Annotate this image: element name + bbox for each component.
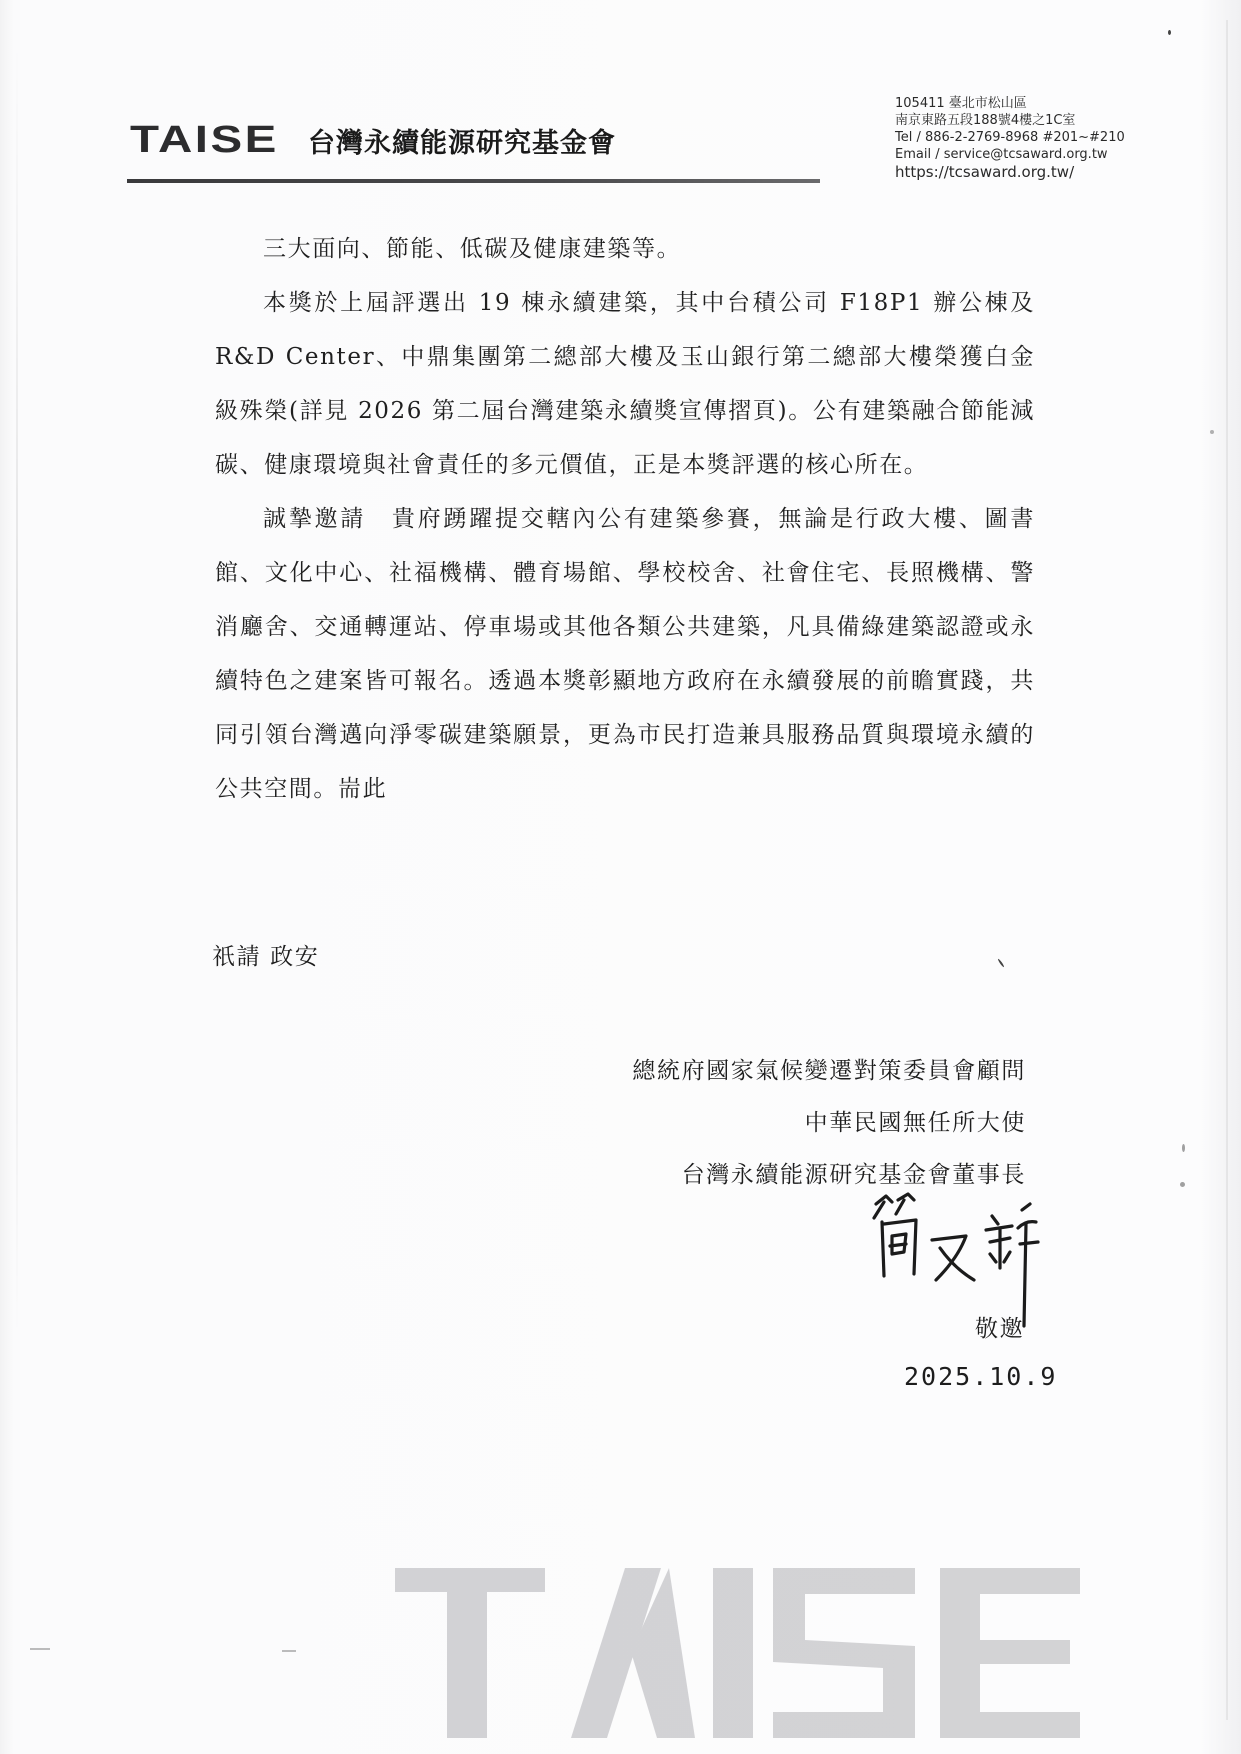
signatory-title: 總統府國家氣候變遷對策委員會顧問 [632,1058,1026,1084]
website-url: https://tcsaward.org.tw/ [895,163,1075,181]
scan-speck [1210,430,1214,434]
letter-date: 2025.10.9 [904,1362,1058,1391]
respect-closing: 敬邀 [975,1316,1025,1342]
signatory-titles [632,1045,1026,1201]
header-divider [127,179,820,183]
address-line: 南京東路五段188號4樓之1C室 [895,113,1076,128]
handwritten-signature [870,1188,1050,1328]
phone-number: Tel / 886-2-2769-8968 #201~#210 [895,130,1125,145]
scan-speck [30,1648,50,1650]
address-line: 105411 臺北市松山區 [895,96,1027,111]
org-name: 台灣永續能源研究基金會 [308,127,616,159]
body-paragraph: 誠摯邀請 貴府踴躍提交轄內公有建築參賽，無論是行政大樓、圖書館、文化中心、社福機構、體育場館、學校校舍、社會住宅、長照機構、警消廳舍、交通轉運站、停車場或其他各類公共建築，凡具備綠建築認證或永續特色之建案皆可報名。透過本獎彰顯地方政府在永續發展的前瞻實踐，共同引領台灣邁向淨零碳建築願景，更為市民打造兼具服務品質與環境永續的公共空間。耑此 [215,506,1035,802]
body-paragraph: 本獎於上屆評選出 19 棟永續建築，其中台積公司 F18P1 辦公棟及 R&D Center、中鼎集團第二總部大樓及玉山銀行第二總部大樓榮獲白金級殊榮(詳見 2026 第二屆台灣建築永續獎宣傳摺頁)。公有建築融合節能減碳、健康環境與社會責任的多元價值，正是本獎評選的核心所在。 [215,290,1035,478]
signatory-title: 中華民國無任所大使 [804,1110,1026,1136]
scan-speck [997,958,1004,967]
contact-block [895,95,1195,181]
letter-body [215,222,1035,816]
scan-speck [1182,1144,1185,1152]
taise-watermark [395,1560,1185,1740]
body-paragraph: 三大面向、節能、低碳及健康建築等。 [263,236,682,262]
scan-speck [282,1650,296,1652]
scan-edge [1226,20,1228,1720]
scan-speck [1180,1182,1185,1187]
closing-salutation: 祇請 政安 [212,944,320,970]
signatory-title: 台灣永續能源研究基金會董事長 [681,1162,1026,1188]
scan-speck [1168,30,1171,35]
email-address: Email / service@tcsaward.org.tw [895,147,1108,162]
letterhead [130,118,616,162]
scan-edge [16,40,18,1340]
taise-logo: TAISE [130,118,279,161]
